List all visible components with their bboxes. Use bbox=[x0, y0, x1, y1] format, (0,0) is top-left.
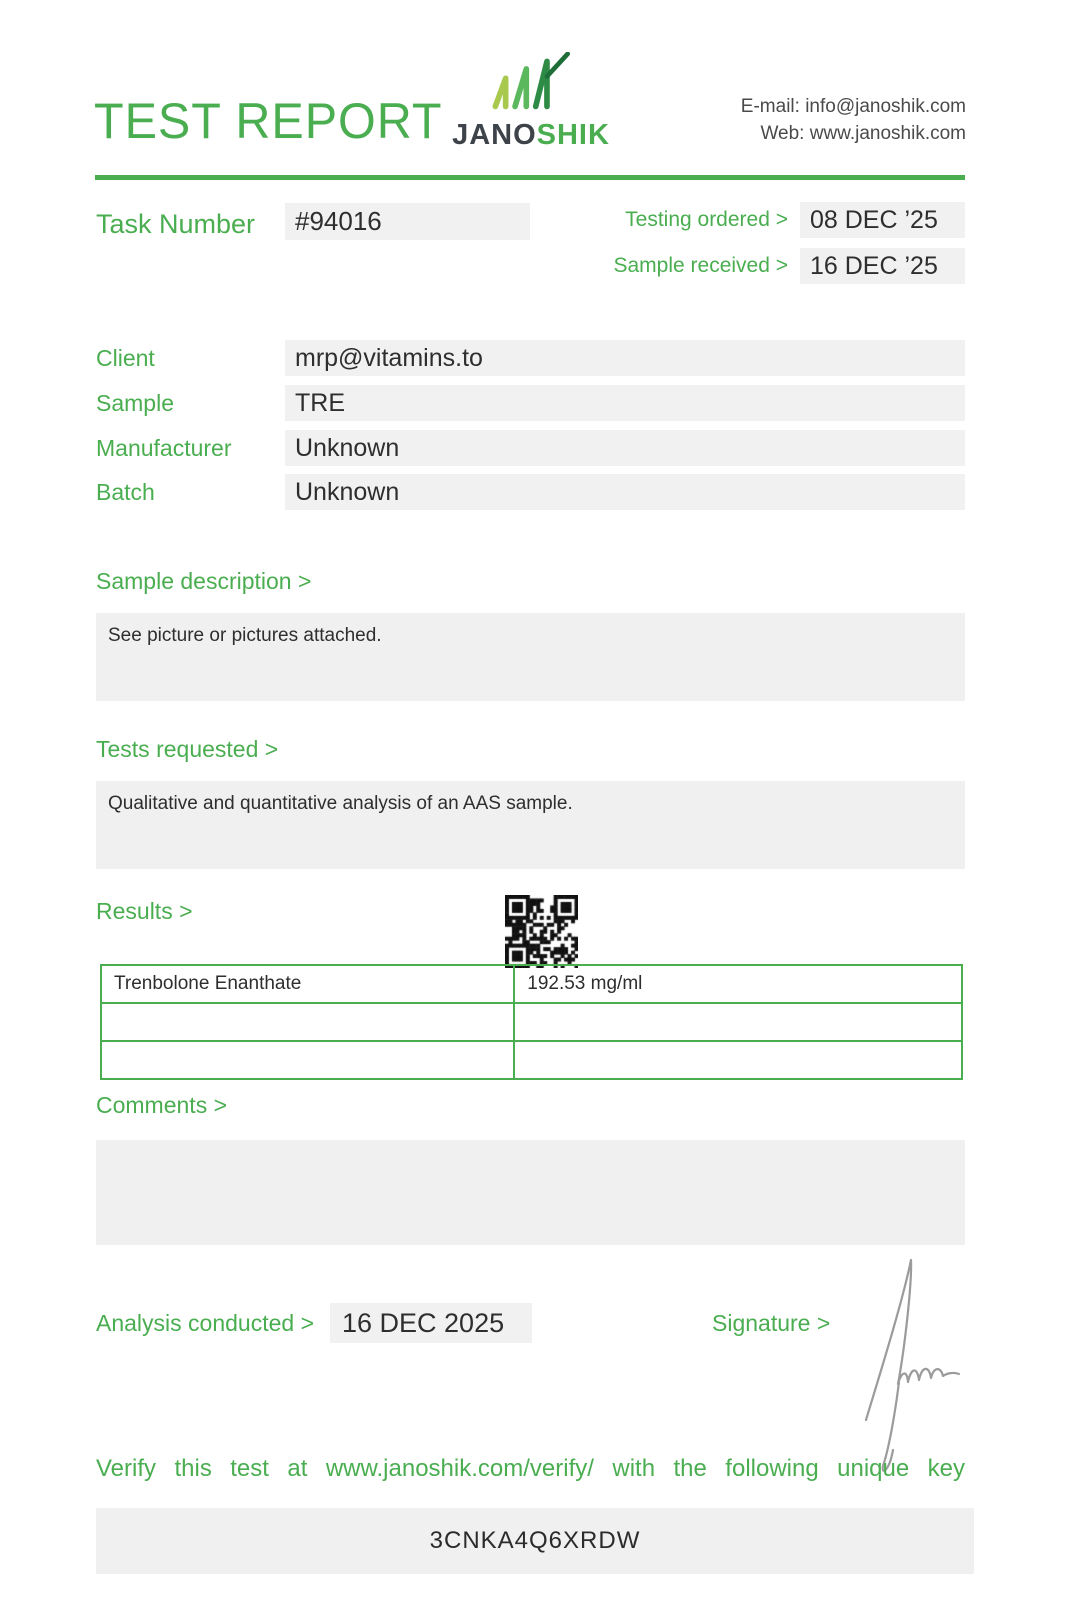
sample-row bbox=[96, 385, 965, 421]
comments-heading: Comments > bbox=[96, 1092, 228, 1118]
sample-label: Sample bbox=[96, 390, 174, 416]
manufacturer-row bbox=[96, 430, 965, 466]
batch-label: Batch bbox=[96, 479, 155, 505]
client-row bbox=[96, 340, 965, 376]
chart-bars-icon bbox=[483, 101, 579, 118]
batch-value: Unknown bbox=[285, 474, 965, 510]
results-heading: Results > bbox=[96, 898, 193, 924]
task-number-value: #94016 bbox=[285, 203, 530, 240]
header-divider bbox=[95, 175, 965, 180]
testing-ordered-label: Testing ordered > bbox=[625, 208, 788, 231]
testing-ordered-value: 08 DEC ’25 bbox=[800, 202, 965, 238]
comments-box bbox=[96, 1140, 965, 1245]
client-value: mrp@vitamins.to bbox=[285, 340, 965, 376]
signature-image bbox=[852, 1252, 972, 1472]
analysis-conducted-label: Analysis conducted > bbox=[96, 1310, 314, 1336]
janoshik-logo bbox=[446, 52, 616, 152]
contact-email: E-mail: info@janoshik.com bbox=[740, 96, 966, 117]
verify-key: 3CNKA4Q6XRDW bbox=[96, 1508, 974, 1574]
qr-code bbox=[505, 895, 578, 968]
tests-requested-box: Qualitative and quantitative analysis of an AAS sample. bbox=[96, 781, 965, 869]
result-value bbox=[514, 1003, 962, 1041]
results-table bbox=[100, 964, 963, 1080]
sample-value: TRE bbox=[285, 385, 965, 421]
logo-wordmark bbox=[446, 119, 616, 152]
result-substance bbox=[101, 1003, 514, 1041]
tests-requested-heading: Tests requested > bbox=[96, 736, 279, 762]
table-row bbox=[101, 1003, 962, 1041]
result-value bbox=[514, 1041, 962, 1079]
signature-label: Signature > bbox=[712, 1310, 831, 1336]
logo-text-green: SHIK bbox=[536, 119, 610, 151]
table-row bbox=[101, 965, 962, 1003]
analysis-date-value: 16 DEC 2025 bbox=[330, 1303, 532, 1343]
sample-description-heading: Sample description > bbox=[96, 568, 312, 594]
batch-row bbox=[96, 474, 965, 510]
manufacturer-label: Manufacturer bbox=[96, 435, 232, 461]
manufacturer-value: Unknown bbox=[285, 430, 965, 466]
task-number-label: Task Number bbox=[96, 209, 256, 239]
sample-received-row bbox=[613, 248, 965, 284]
result-value: 192.53 mg/ml bbox=[514, 965, 962, 1003]
sample-received-value: 16 DEC ’25 bbox=[800, 248, 965, 284]
page-title: TEST REPORT bbox=[94, 93, 443, 149]
testing-ordered-row bbox=[625, 202, 965, 238]
sample-description-box: See picture or pictures attached. bbox=[96, 613, 965, 701]
logo-text-dark: JANO bbox=[452, 119, 537, 151]
contact-info bbox=[741, 94, 966, 147]
table-row bbox=[101, 1041, 962, 1079]
client-label: Client bbox=[96, 345, 155, 371]
sample-received-label: Sample received > bbox=[613, 254, 788, 277]
verify-instruction: Verify this test at www.janoshik.com/verify/ with the following unique key bbox=[96, 1455, 965, 1482]
contact-web: Web: www.janoshik.com bbox=[760, 122, 966, 144]
result-substance bbox=[101, 1041, 514, 1079]
result-substance: Trenbolone Enanthate bbox=[101, 965, 514, 1003]
